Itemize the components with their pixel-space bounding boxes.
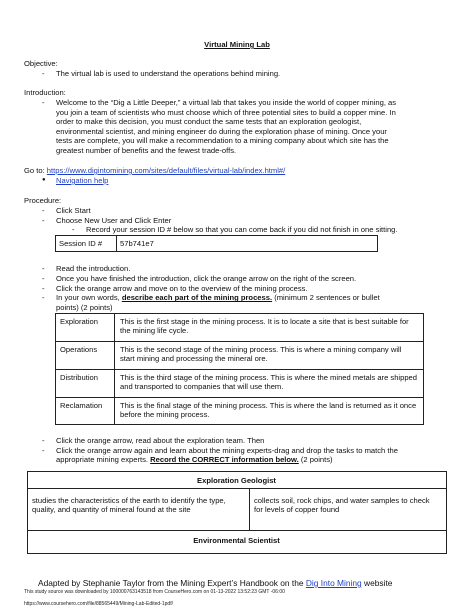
procedure-substep: Record your session ID # below so that you can come back if you did not finish in one sitting. bbox=[86, 225, 398, 235]
goto-label: Go to: bbox=[24, 166, 47, 175]
bullet-icon: ● bbox=[42, 177, 46, 183]
after-suffix: (2 points) bbox=[298, 455, 333, 465]
describe-suffix: (minimum 2 sentences or bullet bbox=[272, 293, 380, 303]
procedure-step: Read the introduction. bbox=[56, 264, 131, 273]
session-id-table bbox=[55, 235, 378, 252]
divider bbox=[116, 235, 117, 251]
geologist-task[interactable]: collects soil, rock chips, and water samples to check for levels of copper found bbox=[254, 496, 430, 515]
page-title: Virtual Mining Lab bbox=[204, 40, 270, 49]
intro-line: tests are complete, you will make a recommendation to a mining company about which site has the bbox=[56, 136, 389, 146]
dash-marker: - bbox=[42, 283, 45, 293]
intro-line: you join a team of scientists who must choose which of three potential sites to build a copper mine. In bbox=[56, 107, 396, 117]
describe-bold: describe each part of the mining process. bbox=[121, 293, 273, 303]
adapted-suffix: website bbox=[361, 578, 393, 588]
stage-description[interactable]: This is the second stage of the mining process. This is where a mining company will start mining and processing the mineral ore. bbox=[120, 345, 402, 364]
source-url[interactable]: https://www.coursehero.com/file/88565449/Mining-Lab-Edited-1pdf/ bbox=[24, 601, 173, 607]
divider bbox=[55, 369, 423, 370]
navigation-help-link[interactable]: Navigation help bbox=[56, 176, 109, 185]
divider bbox=[27, 488, 446, 489]
stage-description[interactable]: This is the third stage of the mining process. This is where the mined metals are shipped and transported to companies that will use them. bbox=[120, 373, 418, 392]
geologist-task[interactable]: studies the characteristics of the earth to identify the type, quality, and quantity of mineral found at the site bbox=[32, 496, 226, 515]
dash-marker: - bbox=[42, 274, 45, 283]
stage-name: Operations bbox=[60, 345, 98, 354]
dig-into-mining-link[interactable]: Dig Into Mining bbox=[305, 578, 362, 588]
dash-marker: - bbox=[42, 293, 45, 303]
stage-name: Distribution bbox=[60, 373, 98, 382]
after-instruction: Click the orange arrow again and learn about the mining experts-drag and drop the tasks to match the bbox=[56, 445, 398, 455]
study-source-note: This study source was downloaded by 100000763143518 from CourseHero.com on 01-13-2022 13:52:23 GMT -06:00 bbox=[24, 589, 285, 595]
goto-line bbox=[24, 166, 285, 175]
after-prefix: appropriate mining experts. bbox=[56, 455, 151, 465]
adapted-credit bbox=[38, 578, 392, 588]
stage-name: Exploration bbox=[60, 317, 98, 326]
divider bbox=[249, 488, 250, 530]
objective-item: The virtual lab is used to understand the operations behind mining. bbox=[56, 69, 281, 78]
session-id-value[interactable]: 57b741e7 bbox=[120, 238, 154, 248]
procedure-step: Once you have finished the introduction, click the orange arrow on the right of the screen. bbox=[56, 274, 357, 283]
stage-name: Reclamation bbox=[60, 401, 103, 410]
describe-points: points) (2 points) bbox=[56, 302, 113, 312]
adapted-prefix: Adapted by Stephanie Taylor from the Mining Expert’s Handbook on the bbox=[38, 578, 306, 588]
dash-marker: - bbox=[42, 215, 45, 225]
after-instruction: Click the orange arrow, read about the exploration team. Then bbox=[56, 436, 265, 445]
intro-line: greatest number of benefits and the fewest trade-offs. bbox=[56, 146, 237, 155]
environmental-header: Environmental Scientist bbox=[193, 536, 280, 545]
dash-marker: - bbox=[42, 436, 45, 445]
dash-marker: - bbox=[42, 206, 45, 215]
session-id-label: Session ID # bbox=[59, 238, 103, 248]
procedure-step: Click the orange arrow and move on to the overview of the mining process. bbox=[56, 283, 308, 293]
dash-marker: - bbox=[72, 225, 75, 235]
describe-instruction bbox=[56, 293, 380, 302]
stage-description[interactable]: This is the first stage in the mining process. It is to locate a site that is best suitable for the mining life cycle. bbox=[120, 317, 409, 336]
procedure-step: Choose New User and Click Enter bbox=[56, 215, 172, 225]
divider bbox=[55, 397, 423, 398]
intro-line: environmental scientist, and mining engineer do during the exploration phase of mining. Once your bbox=[56, 126, 387, 136]
divider bbox=[55, 341, 423, 342]
divider bbox=[27, 530, 446, 531]
stage-description[interactable]: This is the final stage of the mining process. This is where the land is returned as it once before the mining process. bbox=[120, 401, 417, 420]
procedure-heading: Procedure: bbox=[24, 196, 62, 205]
dash-marker: - bbox=[42, 264, 45, 273]
dash-marker: - bbox=[42, 445, 45, 455]
after-instruction-line3 bbox=[56, 455, 333, 464]
virtual-lab-link[interactable]: https://www.digintomining.com/sites/default/files/virtual-lab/index.html#/ bbox=[46, 166, 286, 175]
describe-prefix: In your own words, bbox=[56, 293, 122, 303]
objective-heading: Objective: bbox=[24, 59, 58, 68]
after-bold: Record the CORRECT information below. bbox=[150, 455, 299, 465]
introduction-heading: Introduction: bbox=[24, 88, 66, 97]
intro-line: Welcome to the “Dig a Little Deeper,” a virtual lab that takes you inside the world of copper mining, as bbox=[56, 98, 397, 107]
dash-marker: - bbox=[42, 98, 45, 107]
intro-line: order to make this decision, you must conduct the same tests that an exploration geologist, bbox=[56, 117, 362, 127]
dash-marker: - bbox=[42, 69, 45, 78]
geologist-header: Exploration Geologist bbox=[197, 476, 276, 485]
procedure-step: Click Start bbox=[56, 206, 91, 215]
